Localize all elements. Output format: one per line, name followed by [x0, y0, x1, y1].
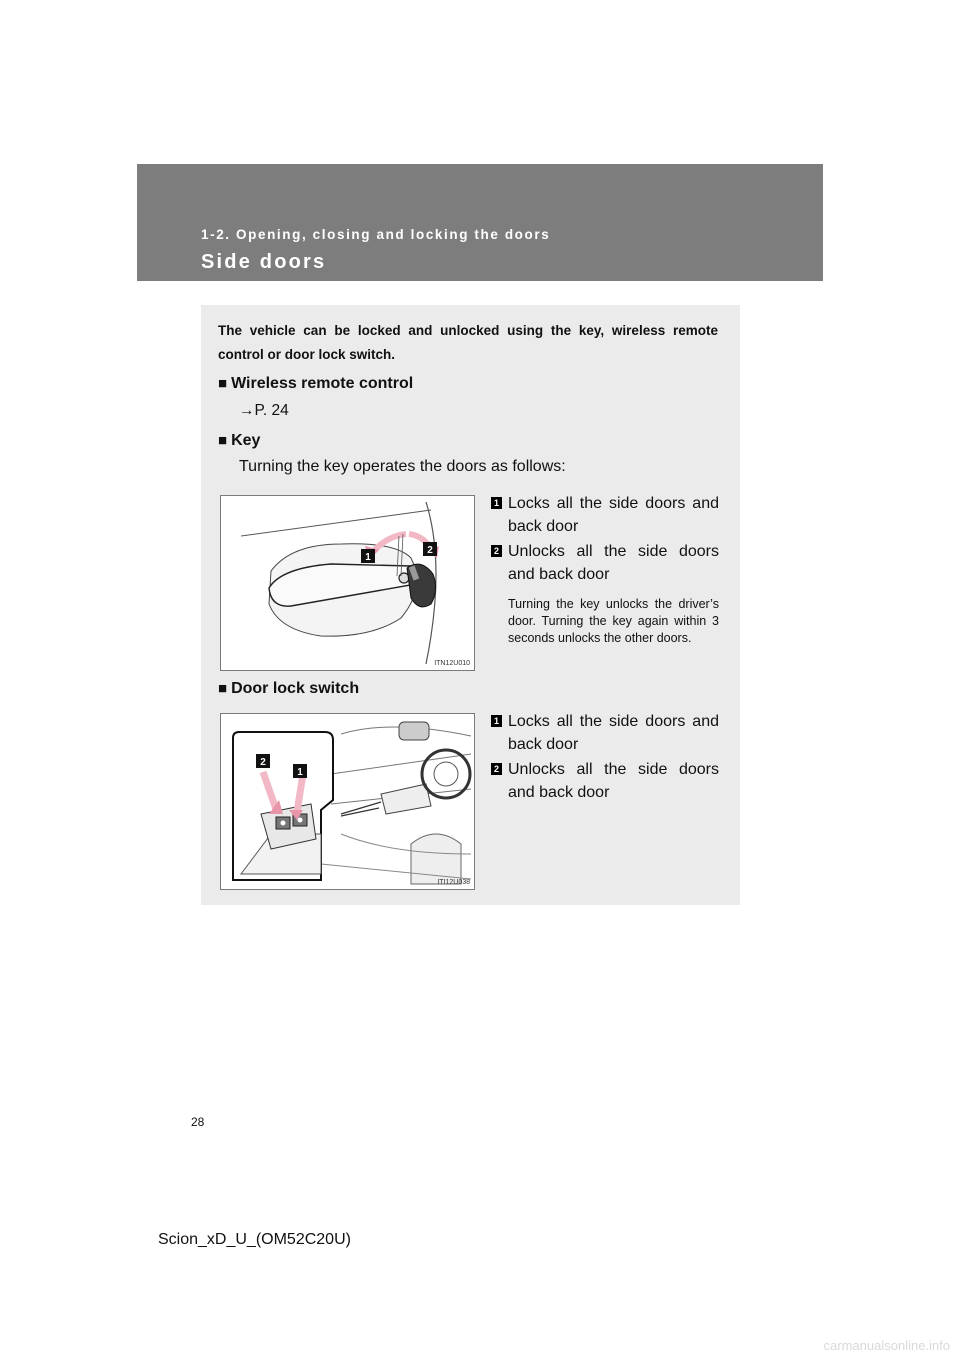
section-header — [137, 164, 823, 281]
svg-text:2: 2 — [260, 757, 266, 768]
intro-text: The vehicle can be locked and unlocked using the key, wireless remote control or door lock switch. — [218, 323, 718, 362]
svg-text:2: 2 — [427, 545, 433, 556]
bullet-square: ■ — [218, 432, 228, 449]
watermark: carmanualsonline.info — [823, 1338, 950, 1353]
svg-text:1: 1 — [365, 552, 371, 563]
heading-door-lock-switch: ■ Door lock switch — [218, 680, 360, 697]
callout-2-marker — [256, 754, 270, 768]
bullet-square: ■ — [218, 375, 228, 392]
door-lock-switch-figure — [220, 713, 475, 890]
svg-text:1: 1 — [297, 767, 303, 778]
legend-item: 2 Unlocks all the side doors and back door — [491, 540, 719, 586]
number-badge: 2 — [491, 545, 502, 557]
figure-code: ITI12U038 — [437, 879, 470, 886]
legend-item: 2 Unlocks all the side doors and back door — [491, 758, 719, 804]
heading-key: ■ Key — [218, 432, 261, 449]
section-label: 1-2. Opening, closing and locking the doors — [201, 227, 551, 242]
callout-1-marker — [361, 549, 375, 563]
key-description: Turning the key operates the doors as follows: — [239, 458, 566, 475]
footer-manual-code: Scion_xD_U_(OM52C20U) — [158, 1231, 351, 1248]
figure-code: ITN12U010 — [434, 660, 470, 667]
key-note: Turning the key unlocks the driver’s door. Turning the key again within 3 seconds unlocks the other doors. — [508, 597, 719, 645]
callout-2-marker — [423, 542, 437, 556]
number-badge: 2 — [491, 763, 502, 775]
bullet-square: ■ — [218, 680, 228, 697]
door-lock-switch-illustration — [221, 714, 474, 889]
heading-wireless-remote: ■ Wireless remote control — [218, 375, 414, 392]
page-number: 28 — [191, 1115, 205, 1129]
number-badge: 1 — [491, 715, 502, 727]
page-title: Side doors — [201, 251, 327, 273]
callout-1-marker — [293, 764, 307, 778]
key-door-handle-figure — [220, 495, 475, 671]
content-panel — [201, 305, 740, 905]
switch-legend — [491, 710, 719, 806]
page-reference-link[interactable]: →P. 24 — [239, 402, 289, 419]
legend-item: 1 Locks all the side doors and back door — [491, 710, 719, 756]
number-badge: 1 — [491, 497, 502, 509]
key-legend — [491, 492, 719, 647]
legend-item: 1 Locks all the side doors and back door — [491, 492, 719, 538]
door-handle-illustration — [221, 496, 474, 670]
